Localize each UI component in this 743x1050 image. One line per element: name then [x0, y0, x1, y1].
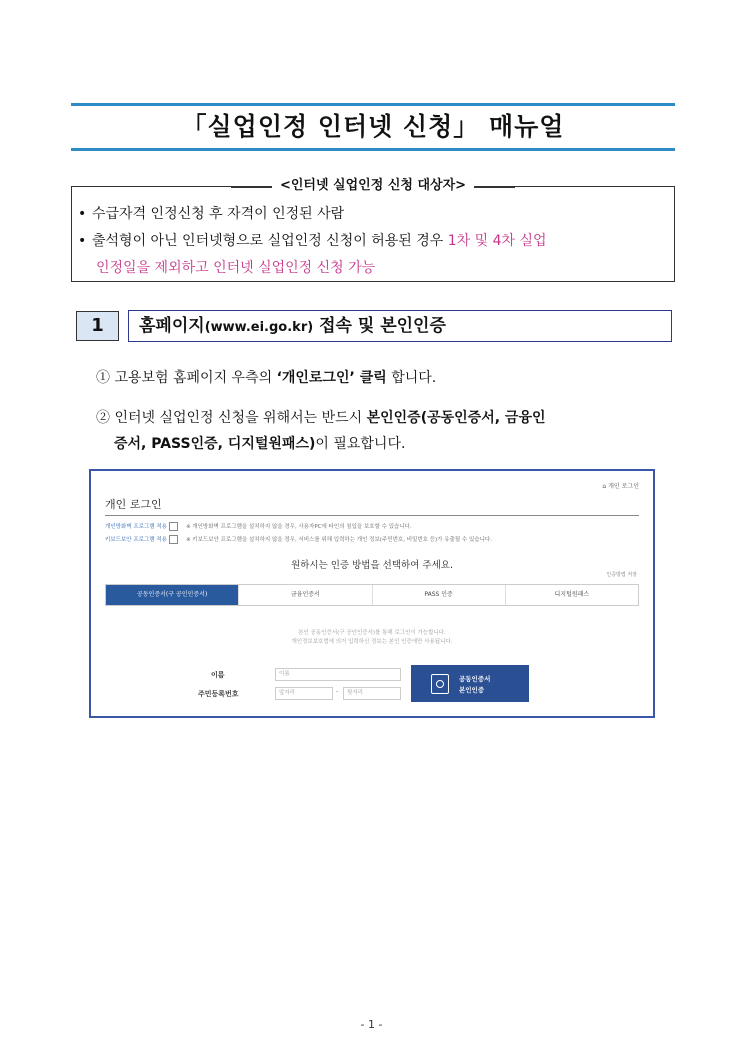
- firewall-label: 개인방화벽 프로그램 적용: [105, 524, 167, 530]
- target-bullet-2: [78, 229, 673, 254]
- rrn-dash: -: [336, 688, 339, 695]
- tab-financial-certificate[interactable]: 금융인증서: [238, 585, 371, 605]
- login-screenshot: [89, 469, 655, 718]
- name-label: 이름: [211, 671, 225, 679]
- divider: [105, 515, 639, 516]
- title-bottom-rule: [71, 148, 675, 151]
- firewall-checkbox[interactable]: [169, 522, 178, 531]
- firewall-note: ※ 개인방화벽 프로그램을 설치하지 않을 경우, 사용자PC에 타인의 침입을 보호할 수 있습니다.: [185, 524, 412, 530]
- page-title: 「실업인정 인터넷 신청」 매뉴얼: [181, 112, 565, 141]
- tab-digital-onepass[interactable]: 디지털원패스: [505, 585, 638, 605]
- step-2-b: 본인인증(공동인증서, 금융인: [366, 410, 546, 426]
- desc-line-1: 본인 공동인증서(구 공인인증서)를 통해 로그인이 가능합니다.: [298, 630, 446, 636]
- step-1: [96, 364, 676, 392]
- keyboard-checkbox[interactable]: [169, 535, 178, 544]
- home-login-link[interactable]: ⌂ 개인 로그인: [602, 483, 639, 490]
- save-method-link[interactable]: 인증방법 저장: [606, 572, 637, 578]
- tab-joint-certificate[interactable]: 공동인증서(구 공인인증서): [106, 585, 238, 605]
- auth-description: [91, 629, 653, 647]
- keyboard-option: [105, 535, 492, 544]
- target-bullet-1: [78, 202, 673, 227]
- section-title-a: 홈페이지: [139, 316, 205, 336]
- certificate-auth-button[interactable]: [411, 665, 529, 702]
- section-title: [128, 310, 672, 342]
- bullet-text: 출석형이 아닌 인터넷형으로 실업인정 신청이 허용된 경우: [92, 233, 448, 249]
- auth-tabs: [105, 584, 639, 606]
- name-input[interactable]: 이름: [275, 668, 401, 681]
- bullet-highlight: 1차 및 4차 실업: [447, 233, 547, 249]
- rrn-back-input[interactable]: 뒷자리: [343, 687, 401, 700]
- firewall-option: [105, 522, 412, 531]
- step-1-a: ① 고용보험 홈페이지 우측의: [96, 370, 277, 386]
- step-1-c: 합니다.: [386, 370, 437, 386]
- login-title: 개인 로그인: [105, 498, 162, 511]
- bullet-dot: •: [78, 206, 87, 222]
- rrn-front-input[interactable]: 앞자리: [275, 687, 333, 700]
- section-title-url: (www.ei.go.kr): [204, 320, 314, 335]
- bullet-text: 수급자격 인정신청 후 자격이 인정된 사람: [92, 206, 345, 222]
- keyboard-note: ※ 키보드보안 프로그램을 설치하지 않을 경우, 서비스를 위해 입력하는 개인 정보(주민번호, 비밀번호 등)가 유출될 수 있습니다.: [185, 537, 492, 543]
- desc-line-2: 개인정보보호법에 의거 입력하신 정보는 본인 인증에만 사용됩니다.: [291, 639, 453, 645]
- tab-pass[interactable]: PASS 인증: [372, 585, 505, 605]
- rrn-label: 주민등록번호: [198, 690, 239, 698]
- step-2-a: ② 인터넷 실업인정 신청을 위해서는 반드시: [96, 410, 367, 426]
- section-number: 1: [76, 311, 119, 341]
- step-2-d: 이 필요합니다.: [315, 436, 406, 452]
- choose-method-text: 원하시는 인증 방법을 선택하여 주세요.: [291, 560, 453, 571]
- certificate-icon: [431, 674, 449, 694]
- target-heading: [71, 174, 675, 193]
- cert-btn-line-1: 공동인증서: [459, 675, 491, 683]
- keyboard-label: 키보드보안 프로그램 적용: [105, 537, 167, 543]
- bullet-dot: •: [78, 233, 87, 249]
- step-2-cont: [114, 430, 694, 458]
- target-bullet-2-cont: 인정일을 제외하고 인터넷 실업인정 신청 가능: [96, 260, 376, 276]
- cert-btn-line-2: 본인인증: [459, 686, 485, 694]
- step-1-b: ‘개인로그인’ 클릭: [276, 370, 387, 386]
- step-2-c: 증서, PASS인증, 디지털원패스): [114, 436, 316, 452]
- target-heading-text: <인터넷 실업인정 신청 대상자>: [272, 178, 474, 193]
- section-title-b: 접속 및 본인인증: [313, 316, 446, 336]
- page-number: - 1 -: [360, 1018, 383, 1031]
- title-top-rule: [71, 103, 675, 106]
- step-2: [96, 404, 676, 432]
